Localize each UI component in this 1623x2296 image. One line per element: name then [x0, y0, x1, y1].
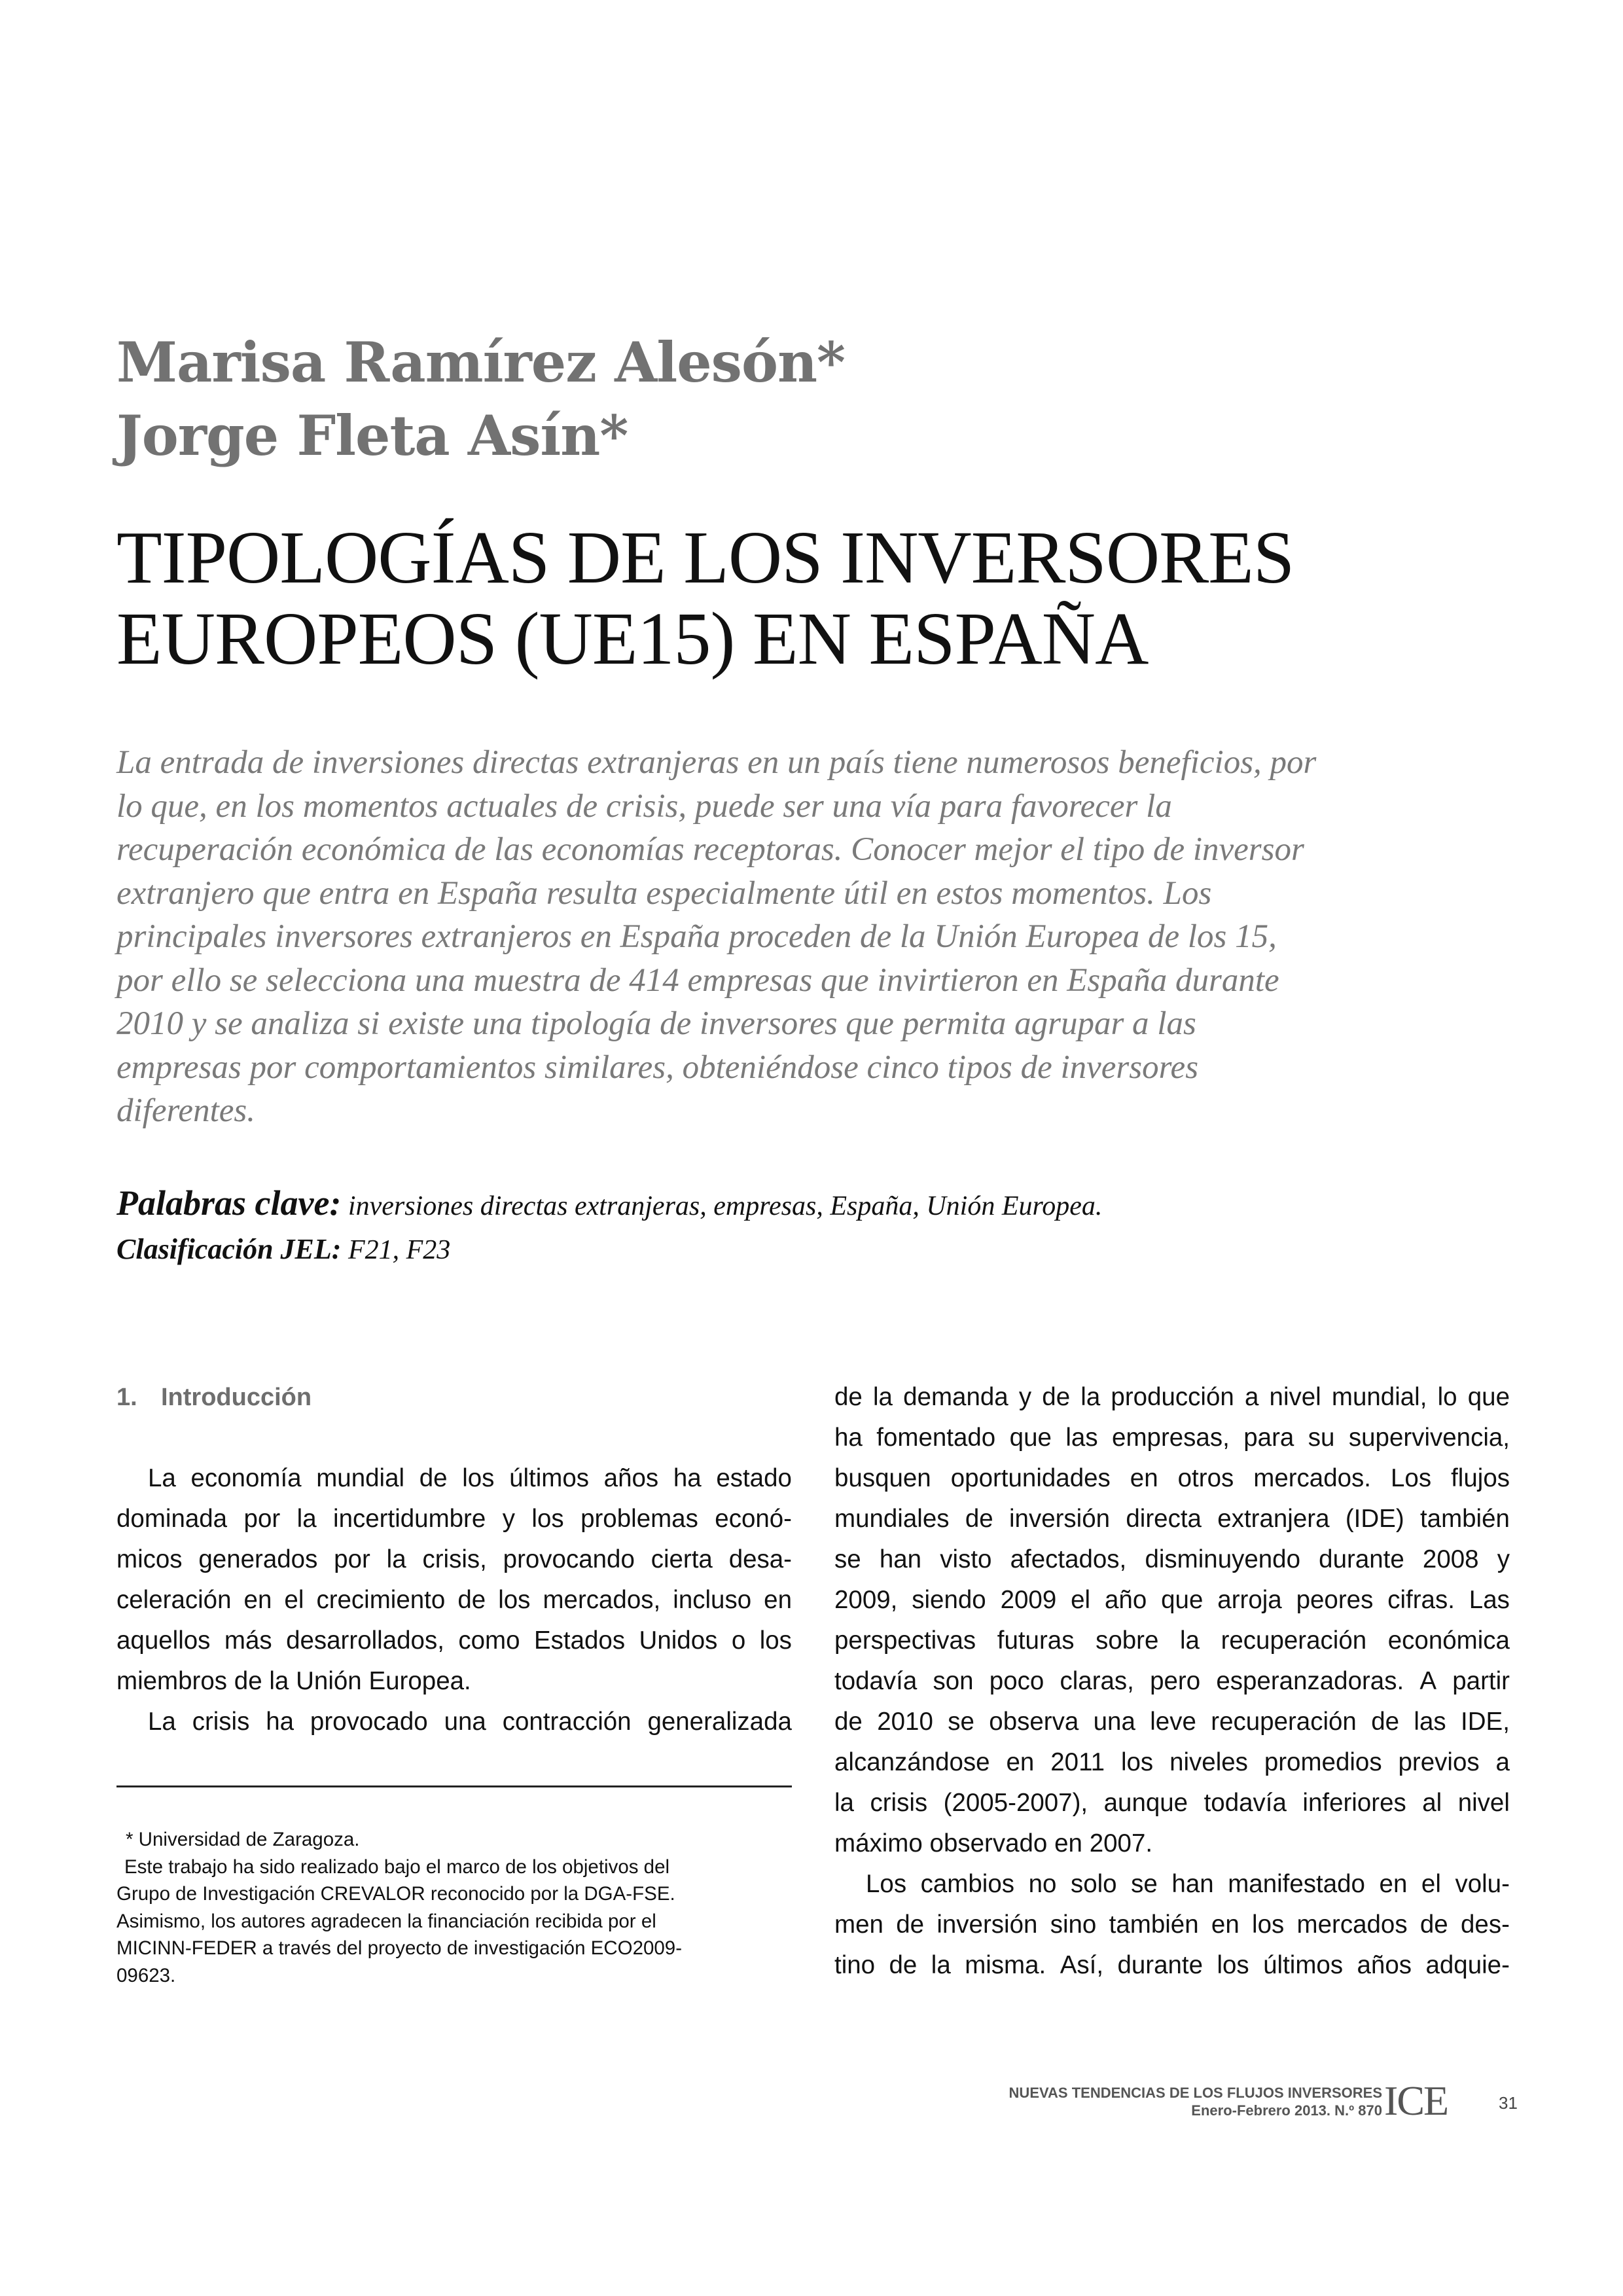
footnote-line: MICINN-FEDER a través del proyecto de investigación ECO2009- — [116, 1937, 683, 1959]
footer-issue: Enero-Febrero 2013. N.º 870 — [1191, 2102, 1382, 2119]
body-line: 2009, siendo 2009 el año que arroja peores cifras. Las — [834, 1586, 1510, 1614]
body-line: La crisis ha provocado una contracción generalizada — [148, 1708, 792, 1736]
body-line: aquellos más desarrollados, como Estados Unidos o los — [116, 1626, 792, 1655]
keywords-label: Palabras clave: — [116, 1183, 342, 1223]
page-footer — [0, 2077, 1623, 2136]
abstract-line: La entrada de inversiones directas extranjeras en un país tiene numerosos beneficios, por — [116, 744, 1317, 781]
jel-value: F21, F23 — [348, 1235, 451, 1265]
body-line: celeración en el crecimiento de los mercados, incluso en — [116, 1586, 792, 1614]
abstract-line: empresas por comportamientos similares, obteniéndose cinco tipos de inversores — [116, 1049, 1199, 1086]
body-line: men de inversión sino también en los mercados de des- — [834, 1910, 1510, 1939]
footnote-line: Asimismo, los autores agradecen la financiación recibida por el — [116, 1910, 656, 1932]
section-number: 1. — [116, 1384, 137, 1411]
body-line: Los cambios no solo se han manifestado en el volu- — [866, 1870, 1510, 1898]
article-title — [116, 517, 1556, 679]
abstract-line: diferentes. — [116, 1092, 255, 1129]
body-line: se han visto afectados, disminuyendo durante 2008 y — [834, 1545, 1510, 1573]
author-name: Jorge Fleta Asín* — [116, 403, 628, 468]
footer-series-title: NUEVAS TENDENCIAS DE LOS FLUJOS INVERSORES — [1008, 2085, 1382, 2101]
body-line: mundiales de inversión directa extranjera (IDE) también — [834, 1505, 1510, 1533]
title-line: TIPOLOGÍAS DE LOS INVERSORES — [116, 516, 1294, 599]
footnote-line: Este trabajo ha sido realizado bajo el marco de los objetivos del — [124, 1856, 670, 1878]
footnotes — [116, 1826, 792, 1989]
page-number: 31 — [1499, 2093, 1518, 2113]
keywords-line — [116, 1178, 1524, 1231]
keywords-block — [116, 1178, 1524, 1275]
footnote-divider — [116, 1785, 792, 1787]
footnote-line: * Universidad de Zaragoza. — [126, 1829, 360, 1850]
jel-label: Clasificación JEL: — [116, 1233, 342, 1265]
keywords-value: inversiones directas extranjeras, empresas, España, Unión Europea. — [348, 1191, 1103, 1221]
footer-publication-info — [1009, 2084, 1382, 2119]
body-line: tino de la misma. Así, durante los últimos años adquie- — [834, 1951, 1510, 1979]
body-line: máximo observado en 2007. — [834, 1829, 1153, 1857]
body-line: dominada por la incertidumbre y los problemas econó- — [116, 1505, 792, 1533]
section-heading — [116, 1377, 792, 1418]
abstract-line: recuperación económica de las economías receptoras. Conocer mejor el tipo de inversor — [116, 831, 1304, 868]
abstract-line: por ello se selecciona una muestra de 414 empresas que invirtieron en España durante — [116, 961, 1279, 999]
body-line: ha fomentado que las empresas, para su supervivencia, — [834, 1424, 1510, 1452]
abstract-line: lo que, en los momentos actuales de crisis, puede ser una vía para favorecer la — [116, 787, 1172, 825]
right-column — [834, 1377, 1510, 1986]
body-line: micos generados por la crisis, provocando cierta desa- — [116, 1545, 792, 1573]
abstract-line: 2010 y se analiza si existe una tipología de inversores que permita agrupar a las — [116, 1005, 1196, 1042]
body-line: la crisis (2005-2007), aunque todavía inferiores al nivel — [834, 1789, 1510, 1817]
author-list — [116, 326, 1425, 473]
jel-line — [116, 1225, 1524, 1275]
body-line: alcanzándose en 2011 los niveles promedios previos a — [834, 1748, 1510, 1776]
title-line: EUROPEOS (UE15) EN ESPAÑA — [116, 597, 1149, 680]
abstract — [116, 741, 1524, 1133]
footnote-line: 09623. — [116, 1964, 176, 1986]
body-line: La economía mundial de los últimos años ha estado — [148, 1464, 792, 1492]
ice-logo: ICE — [1384, 2077, 1448, 2124]
abstract-line: extranjero que entra en España resulta especialmente útil en estos momentos. Los — [116, 874, 1212, 912]
footnote-line: Grupo de Investigación CREVALOR reconocido por la DGA-FSE. — [116, 1883, 675, 1905]
body-line: todavía son poco claras, pero esperanzadoras. A partir — [834, 1667, 1510, 1695]
body-line: de la demanda y de la producción a nivel mundial, lo que — [834, 1383, 1510, 1411]
section-title: Introducción — [161, 1384, 312, 1411]
body-line: miembros de la Unión Europea. — [116, 1667, 471, 1695]
abstract-line: principales inversores extranjeros en España proceden de la Unión Europea de los 15, — [116, 918, 1277, 955]
body-line: perspectivas futuras sobre la recuperación económica — [834, 1626, 1510, 1655]
author-name: Marisa Ramírez Alesón* — [116, 330, 845, 395]
left-column — [116, 1377, 792, 1742]
body-line: de 2010 se observa una leve recuperación de las IDE, — [834, 1708, 1510, 1736]
body-line: busquen oportunidades en otros mercados. Los flujos — [834, 1464, 1510, 1492]
